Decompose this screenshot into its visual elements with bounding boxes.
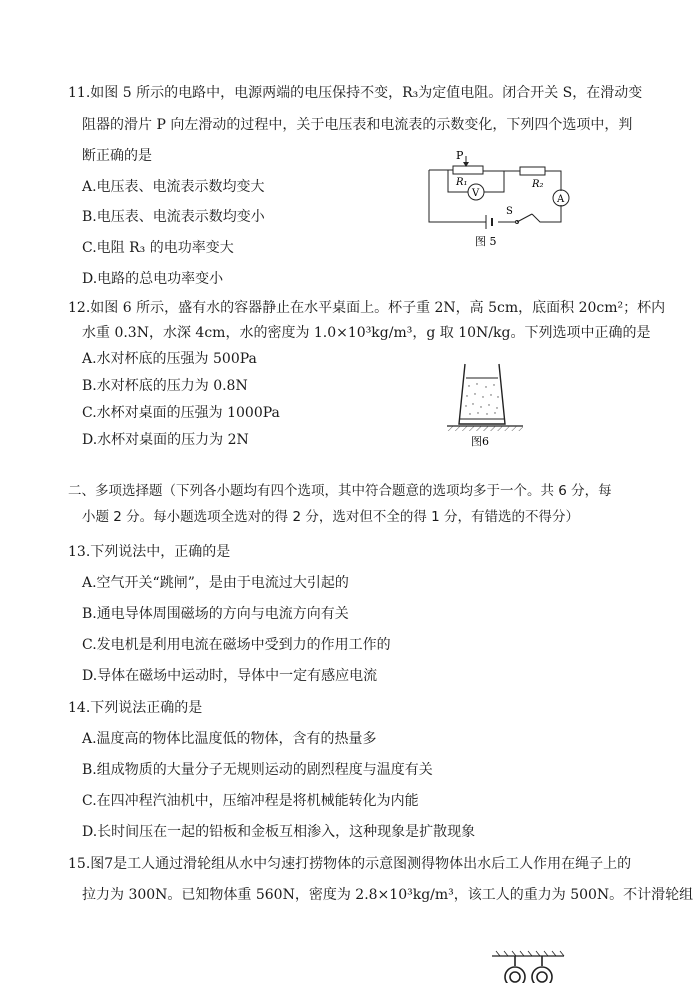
q13-stem: 13.下列说法中，正确的是 xyxy=(68,544,231,560)
switch-label: S xyxy=(506,206,513,217)
q13-option-c: C.发电机是利用电流在磁场中受到力的作用工作的 xyxy=(82,637,391,653)
section-2-header-line2: 小题 2 分。每小题选项全选对的得 2 分，选对但不全的得 1 分，有错选的不得分） xyxy=(82,509,580,525)
q15-stem-line1: 15.图7是工人通过滑轮组从水中匀速打捞物体的示意图测得物体出水后工人作用在绳子上的 xyxy=(68,856,632,872)
q12-option-a: A.水对杯底的压强为 500Pa xyxy=(82,351,257,367)
figure-7-pulley-partial xyxy=(488,950,568,983)
q14-option-a: A.温度高的物体比温度低的物体，含有的热量多 xyxy=(82,731,377,747)
ammeter-label: A xyxy=(557,194,565,205)
figure-5-caption: 图 5 xyxy=(475,235,497,248)
voltmeter-label: V xyxy=(472,188,480,199)
q11-option-a: A.电压表、电流表示数均变大 xyxy=(82,179,265,195)
q12-option-b: B.水对杯底的压力为 0.8N xyxy=(82,378,248,394)
r2-label: R₂ xyxy=(532,179,544,190)
figure-6-cup xyxy=(445,356,525,448)
q14-option-b: B.组成物质的大量分子无规则运动的剧烈程度与温度有关 xyxy=(82,762,433,778)
q11-stem-line1: 11.如图 5 所示的电路中，电源两端的电压保持不变，R₃为定值电阻。闭合开关 S，在滑动变 xyxy=(68,85,643,101)
q13-option-a: A.空气开关“跳闸”，是由于电流过大引起的 xyxy=(82,575,349,591)
q12-option-c: C.水杯对桌面的压强为 1000Pa xyxy=(82,405,280,421)
q13-option-d: D.导体在磁场中运动时，导体中一定有感应电流 xyxy=(82,668,378,684)
section-2-header-line1: 二、多项选择题（下列各小题均有四个选项，其中符合题意的选项均多于一个。共 6 分，每 xyxy=(68,483,612,499)
q14-option-d: D.长时间压在一起的铅板和金板互相渗入，这种现象是扩散现象 xyxy=(82,824,476,840)
figure-6-caption: 图6 xyxy=(471,435,489,448)
q11-stem-line3: 断正确的是 xyxy=(82,148,152,164)
q11-option-b: B.电压表、电流表示数均变小 xyxy=(82,209,265,225)
q11-stem-line2: 阻器的滑片 P 向左滑动的过程中，关于电压表和电流表的示数变化，下列四个选项中，判 xyxy=(82,117,633,133)
q12-stem-line2: 水重 0.3N，水深 4cm，水的密度为 1.0×10³kg/m³，g 取 10N/kg。下列选项中正确的是 xyxy=(82,325,651,341)
r1-label: R₁ xyxy=(456,177,468,188)
q11-option-d: D.电路的总电功率变小 xyxy=(82,271,224,287)
figure-5-circuit xyxy=(420,150,580,250)
q12-option-d: D.水杯对桌面的压力为 2N xyxy=(82,432,249,448)
q15-stem-line2: 拉力为 300N。已知物体重 560N，密度为 2.8×10³kg/m³，该工人的重力为 500N。不计滑轮组 xyxy=(82,887,694,903)
q11-option-c: C.电阻 R₃ 的电功率变大 xyxy=(82,240,234,256)
q14-stem: 14.下列说法正确的是 xyxy=(68,700,203,716)
q13-option-b: B.通电导体周围磁场的方向与电流方向有关 xyxy=(82,606,349,622)
q12-stem-line1: 12.如图 6 所示，盛有水的容器静止在水平桌面上。杯子重 2N，高 5cm，底面积 20cm²；杯内 xyxy=(68,300,666,316)
slider-p-label: P xyxy=(456,150,464,162)
q14-option-c: C.在四冲程汽油机中，压缩冲程是将机械能转化为内能 xyxy=(82,793,419,809)
